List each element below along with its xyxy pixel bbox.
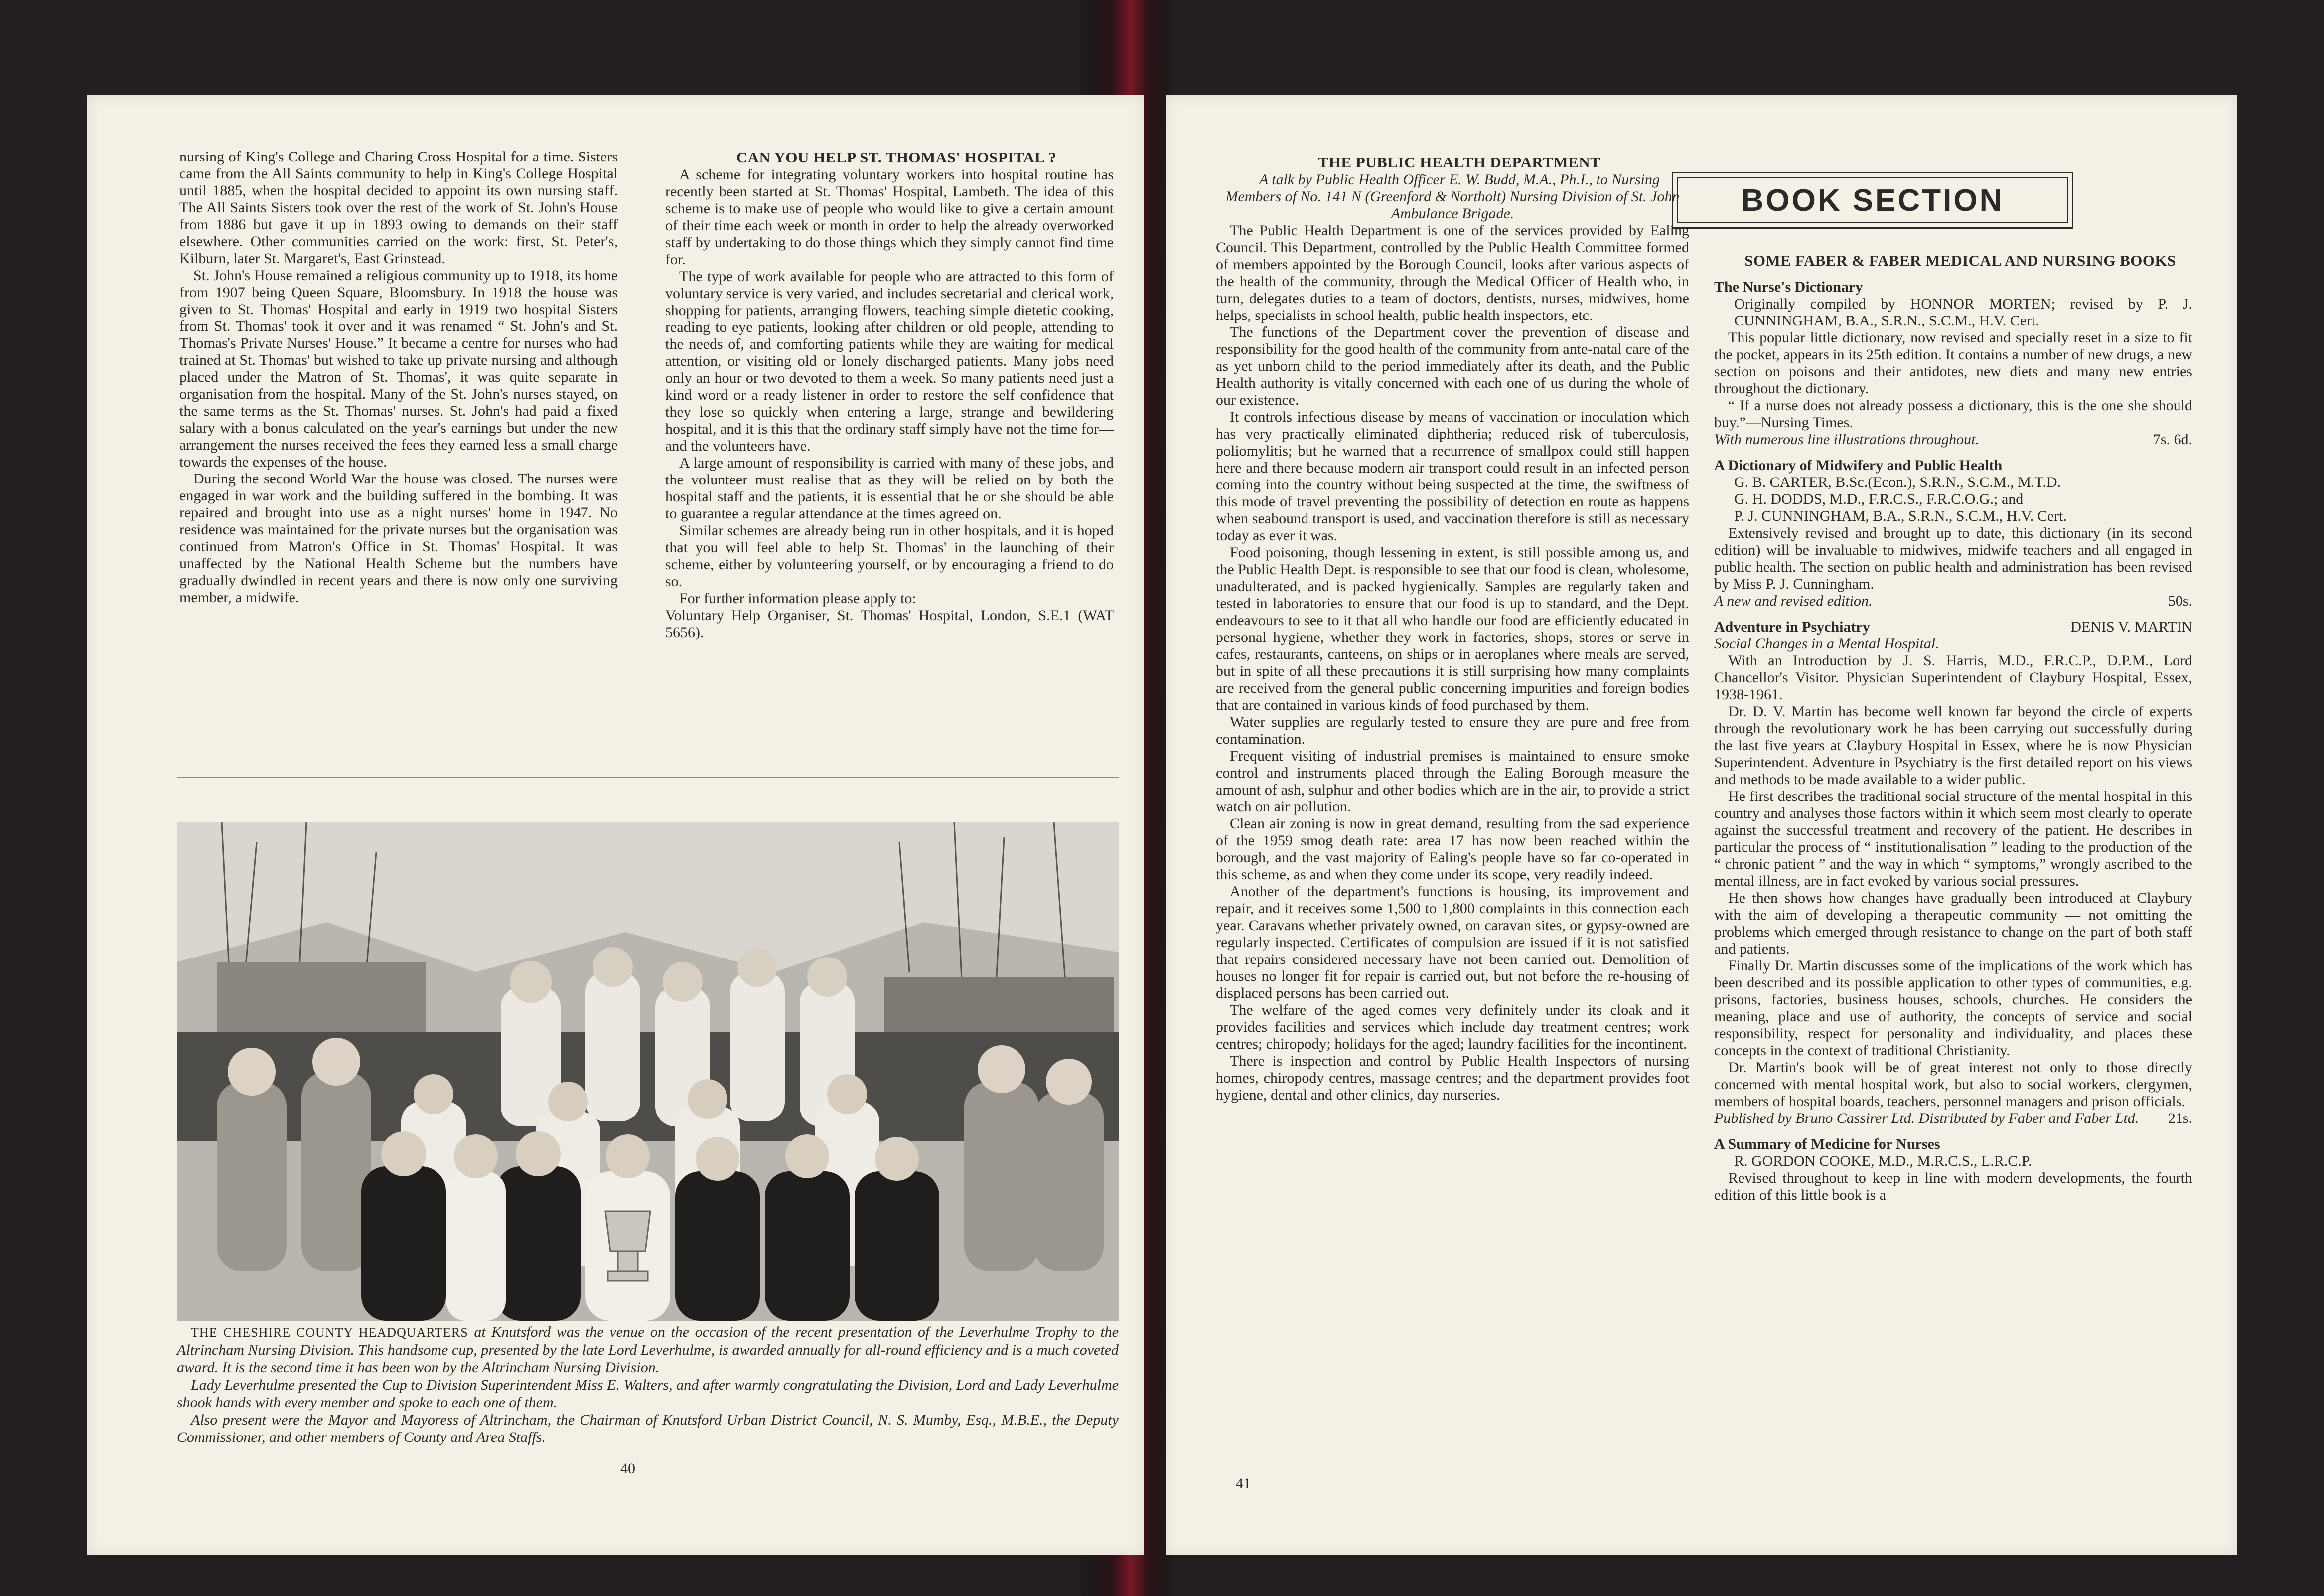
paragraph: It controls infectious disease by means of vaccination or inoculation which has very practically eliminated diphtheria; reduced risk of tuberculosis, poliomylitis; but he warned that a recurrence of smallpox could still happen here and there because modern air transport could result in an infected person coming into the country without being suspected at the time, the swiftness of this mode of travel preventing the possibility of detection en route as happens when seabound transport is used, and vaccination therefore is still as necessary today as ever it was. <box>1216 409 1689 544</box>
article-byline: A talk by Public Health Officer E. W. Budd, M.A., Ph.I., to Nursing Members of No. 141 N (Greenford & Northolt) Nursing Division of St. John Ambulance Brigade. <box>1225 171 1680 222</box>
paragraph: Frequent visiting of industrial premises is maintained to ensure smoke control and instruments placed through the Ealing Borough measure the amount of ash, sulphur and other bodies which are in the air, to provide a strict watch on air pollution. <box>1216 748 1689 815</box>
book-note: A new and revised edition. <box>1714 593 1873 609</box>
book-title-line <box>1714 619 2192 636</box>
paragraph: The type of work available for people who are attracted to this form of voluntary service is very varied, and includes secretarial and clerical work, shopping for patients, arranging flowers, teaching simple dietetic cooking, reading to eye patients, looking after children or old people, attending to the needs of, and comforting patients while they are waiting for medical attention, or visiting old or lonely discharged patients. Many jobs need only an hour or two devoted to them a week. So many patients need just a kind word or a ready listener in order to restore the self confidence that they lose so quickly when entering a large, strange and bewildering hospital, and it is this that the ordinary staff simply have not the time for—and the volunteers have. <box>665 268 1114 454</box>
group-photograph <box>177 822 1119 1321</box>
left-page <box>87 95 1144 1555</box>
book-author: G. B. CARTER, B.Sc.(Econ.), S.R.N., S.C.M., M.T.D. <box>1734 474 2061 490</box>
book-price-line <box>1714 431 2192 448</box>
paragraph: St. John's House remained a religious community up to 1918, its home from 1907 being Queen Square, Bloomsbury. In 1918 the house was given to St. Thomas' Hospital and early in 1919 two hospital Sisters from St. Thomas' took it over and it was renamed “ St. John's and St. Thomas's Private Nurses' House.” It became a centre for nurses who had trained at St. Thomas' but wished to take up private nursing and although placed under the Matron of St. Thomas', it was quite separate in organisation from the hospital. Many of the St. John's nurses stayed, on the same terms as the St. Thomas' nurses. St. John's had paid a fixed salary with a bonus calculated on the year's earnings but under the new arrangement the nurses received the fees they earned less a small charge towards the expenses of the house. <box>179 267 618 470</box>
paragraph: A large amount of responsibility is carried with many of these jobs, and the volunteer must realise that as they will be relied on by both the hospital staff and the patients, it is essential that he or she should be able to guarantee a regular attendance at the times agreed on. <box>665 455 1114 522</box>
book-description: Dr. Martin's book will be of great interest not only to those directly concerned with mental hospital work, but also to social workers, clergymen, members of hospital boards, teachers, personnel managers and prison officials. <box>1714 1059 2192 1110</box>
book-description: Extensively revised and brought up to date, this dictionary (in its second edition) will be invaluable to midwives, midwife teachers and all engaged in public health. The section on public health and administration has been revised by Miss P. J. Cunningham. <box>1714 525 2192 592</box>
book-description: Finally Dr. Martin discusses some of the implications of the work which has been described and its possible application to other types of communities, e.g. prisons, factories, business houses, schools, churches. He considers the meaning, place and use of authority, the concepts of service and social responsibility, respect for personality and individuality, and places these concepts in the context of traditional Christianity. <box>1714 958 2192 1059</box>
paragraph: Another of the department's functions is housing, its improvement and repair, and it receives some 1,500 to 1,800 complaints in this connection each year. Caravans whether privately owned, on caravan sites, or gypsy-owned are regularly inspected. Certificates of compulsion are issued if it is not satisfied that repairs considered necessary have not been carried out. Demolition of houses no longer fit for repair is carried out, but not before the re-housing of displaced persons has been carried out. <box>1216 883 1689 1001</box>
caption-text: at Knutsford was the venue on the occasion of the recent presentation of the Leverhulme Trophy to the Altrincham Nursing Division. This handsome cup, presented by the late Lord Leverhulme, is awarded annually for all-round efficiency and is a much coveted award. It is the second time it has been won by the Altrincham Nursing Division. <box>177 1324 1119 1376</box>
book-description: Dr. D. V. Martin has become well known far beyond the circle of experts through the revolutionary work he has been carrying out successfully during the last five years at Claybury Hospital in Essex, where he is now Physician Superintendent. Adventure in Psychiatry is the first detailed report on his views and methods to be made available to a wider public. <box>1714 703 2192 788</box>
paragraph: During the second World War the house was closed. The nurses were engaged in war work and the building suffered in the bombing. It was repaired and brought into use as a night nurses' home in 1947. No residence was maintained for the private nurses but the organisation was continued from Matron's Office in St. Thomas' Hospital. It was unaffected by the National Health Scheme but the numbers have gradually dwindled in recent years and there is now only one surviving member, a midwife. <box>179 471 618 606</box>
page-number: 40 <box>620 1460 635 1477</box>
paragraph: The welfare of the aged comes very definitely under its cloak and it provides facilities and services which include day treatment centres; work centres; chiropody; holidays for the aged; laundry facilities for the incontinent. <box>1216 1002 1689 1052</box>
book-note: Published by Bruno Cassirer Ltd. Distributed by Faber and Faber Ltd. <box>1714 1110 2139 1126</box>
book-section-banner <box>1672 172 2073 229</box>
paragraph: A scheme for integrating voluntary workers into hospital routine has recently been started at St. Thomas' Hospital, Lambeth. The idea of this scheme is to make use of people who would like to give a certain amount of their time each week or month in order to help the already overworked staff by undertaking to do those things which they simply cannot find time for. <box>665 166 1114 268</box>
book-price-line <box>1714 593 2192 610</box>
book-author: R. GORDON COOKE, M.D., M.R.C.S., L.R.C.P. <box>1734 1153 2032 1169</box>
book-author: G. H. DODDS, M.D., F.R.C.S., F.R.C.O.G.; and <box>1734 491 2024 507</box>
book-price: 21s. <box>2168 1110 2192 1126</box>
left-column-2 <box>665 149 1114 641</box>
book-title: Adventure in Psychiatry <box>1714 619 1870 635</box>
contact-address: Voluntary Help Organiser, St. Thomas' Hospital, London, S.E.1 (WAT 5656). <box>665 607 1114 640</box>
paragraph: The functions of the Department cover the prevention of disease and responsibility for the good health of the community from ante-natal care of the as yet unborn child to the period immediately after its death, and the Public Health authority is vitally concerned with each one of us during the whole of our existence. <box>1216 324 1689 408</box>
paragraph: Water supplies are regularly tested to ensure they are pure and free from contamination. <box>1216 714 1689 747</box>
caption-lead: THE CHESHIRE COUNTY HEADQUARTERS <box>191 1325 468 1340</box>
book-price-line <box>1714 1110 2192 1127</box>
photo-illustration <box>177 822 1119 1321</box>
book-section-title: BOOK SECTION <box>1741 183 2004 218</box>
paragraph: For further information please apply to: <box>679 590 916 607</box>
book-title: The Nurse's Dictionary <box>1714 279 1863 295</box>
book-subtitle: Social Changes in a Mental Hospital. <box>1714 636 1939 652</box>
book-note: With numerous line illustrations throughout. <box>1714 431 1979 448</box>
book-title: A Dictionary of Midwifery and Public Health <box>1714 457 2003 474</box>
right-page <box>1166 95 2237 1555</box>
article-heading: CAN YOU HELP ST. THOMAS' HOSPITAL ? <box>736 149 1057 166</box>
book-quote: “ If a nurse does not already possess a dictionary, this is the one she should buy.”—Nursing Times. <box>1714 397 2192 431</box>
paragraph: Food poisoning, though lessening in extent, is still possible among us, and the Public Health Dept. is responsible to see that our food is clean, wholesome, unadulterated, and is packed hygienically. Samples are regularly taken and tested in laboratories to ensure that our food is up to standard, and the Dept. endeavours to see to it that all who handle our food are efficiently educated in personal hygiene, whether they work in factories, shops, stores or serve in cafes, restaurants, canteens, on ships or in aeroplanes where meals are served, but in spite of all these precautions it is still surprising how many complaints are received from the general public concerning impurities and foreign bodies that are contained in various kinds of food purchased by them. <box>1216 544 1689 713</box>
paragraph: Clean air zoning is now in great demand, resulting from the sad experience of the 1959 smog death rate: area 17 has now been reached within the borough, and the vast majority of Ealing's people have so far co-operated in this scheme, as and when they come under its scope, very readily indeed. <box>1216 815 1689 883</box>
paragraph: The Public Health Department is one of the services provided by Ealing Council. This Department, controlled by the Public Health Committee formed of members appointed by the Borough Council, looks after various aspects of the health of the community, through the Medical Officer of Health who, in turn, delegates duties to a team of doctors, dentists, nurses, midwives, home helps, specialists in school health, public health inspectors, etc. <box>1216 222 1689 323</box>
book-description: Revised throughout to keep in line with modern developments, the fourth edition of this little book is a <box>1714 1170 2192 1203</box>
article-heading: THE PUBLIC HEALTH DEPARTMENT <box>1318 154 1601 171</box>
right-column-2 <box>1714 252 2192 1204</box>
publisher-heading: SOME FABER & FABER MEDICAL AND NURSING BOOKS <box>1744 252 2176 269</box>
book-price: 7s. 6d. <box>2153 431 2192 448</box>
book-description: He first describes the traditional social structure of the mental hospital in this country and analyses those factors within it which seem most clearly to operate against the successful treatment and recovery of the patient. He describes in particular the process of “ institutionalisation ” leading to the production of the “ chronic patient ” and the way in which “ symptoms,” wrongly ascribed to the mental illness, are in fact evoked by various social pressures. <box>1714 788 2192 889</box>
book-author: P. J. CUNNINGHAM, B.A., S.R.N., S.C.M., H.V. Cert. <box>1734 508 2067 524</box>
book-title: A Summary of Medicine for Nurses <box>1714 1136 1940 1152</box>
caption-text: Lady Leverhulme presented the Cup to Division Superintendent Miss E. Walters, and after warmly congratulating the Division, Lord and Lady Leverhulme shook hands with every member and spoke to each one of them. <box>177 1377 1119 1411</box>
page-number: 41 <box>1236 1475 1251 1492</box>
right-column-1 <box>1216 154 1689 1104</box>
book-description: With an Introduction by J. S. Harris, M.D., F.R.C.P., D.P.M., Lord Chancellor's Visitor. Physician Superintendent of Claybury Hospital, Essex, 1938-1961. <box>1714 652 2192 703</box>
photo-caption <box>177 1323 1119 1446</box>
book-price: 50s. <box>2168 593 2192 609</box>
book-description: This popular little dictionary, now revised and specially reset in a size to fit the pocket, appears in its 25th edition. It contains a number of new drugs, a new section on poisons and their antidotes, new diets and many new entries throughout the dictionary. <box>1714 329 2192 397</box>
left-column-1 <box>179 149 618 606</box>
book-author: DENIS V. MARTIN <box>2070 619 2192 635</box>
paragraph: nursing of King's College and Charing Cross Hospital for a time. Sisters came from the All Saints community to help in King's College Hospital until 1885, when the hospital decided to appoint its own nursing staff. The All Saints Sisters took over the rest of the work of St. John's House from 1886 but gave it up in 1893 owing to demands on their staff elsewhere. Other communities carried on the work: first, St. Peter's, Kilburn, later St. Margaret's, East Grinstead. <box>179 149 618 267</box>
paragraph: There is inspection and control by Public Health Inspectors of nursing homes, chiropody centres, massage centres; and the department provides foot hygiene, dental and other clinics, day nurseries. <box>1216 1053 1689 1103</box>
caption-text: Also present were the Mayor and Mayoress of Altrincham, the Chairman of Knutsford Urban District Council, N. S. Mumby, Esq., M.B.E., the Deputy Commissioner, and other members of County and Area Staffs. <box>177 1412 1119 1445</box>
section-divider <box>177 777 1119 778</box>
book-description: He then shows how changes have gradually been introduced at Claybury with the aim of developing a therapeutic community — not omitting the problems which emerged through resistance to change on the part of both staff and patients. <box>1714 890 2192 957</box>
paragraph: Similar schemes are already being run in other hospitals, and it is hoped that you will feel able to help St. Thomas' in the launching of their scheme, either by volunteering yourself, or by encouraging a friend to do so. <box>665 522 1114 590</box>
book-authors: Originally compiled by HONNOR MORTEN; revised by P. J. CUNNINGHAM, B.A., S.R.N., S.C.M., H.V. Cert. <box>1734 296 2192 329</box>
